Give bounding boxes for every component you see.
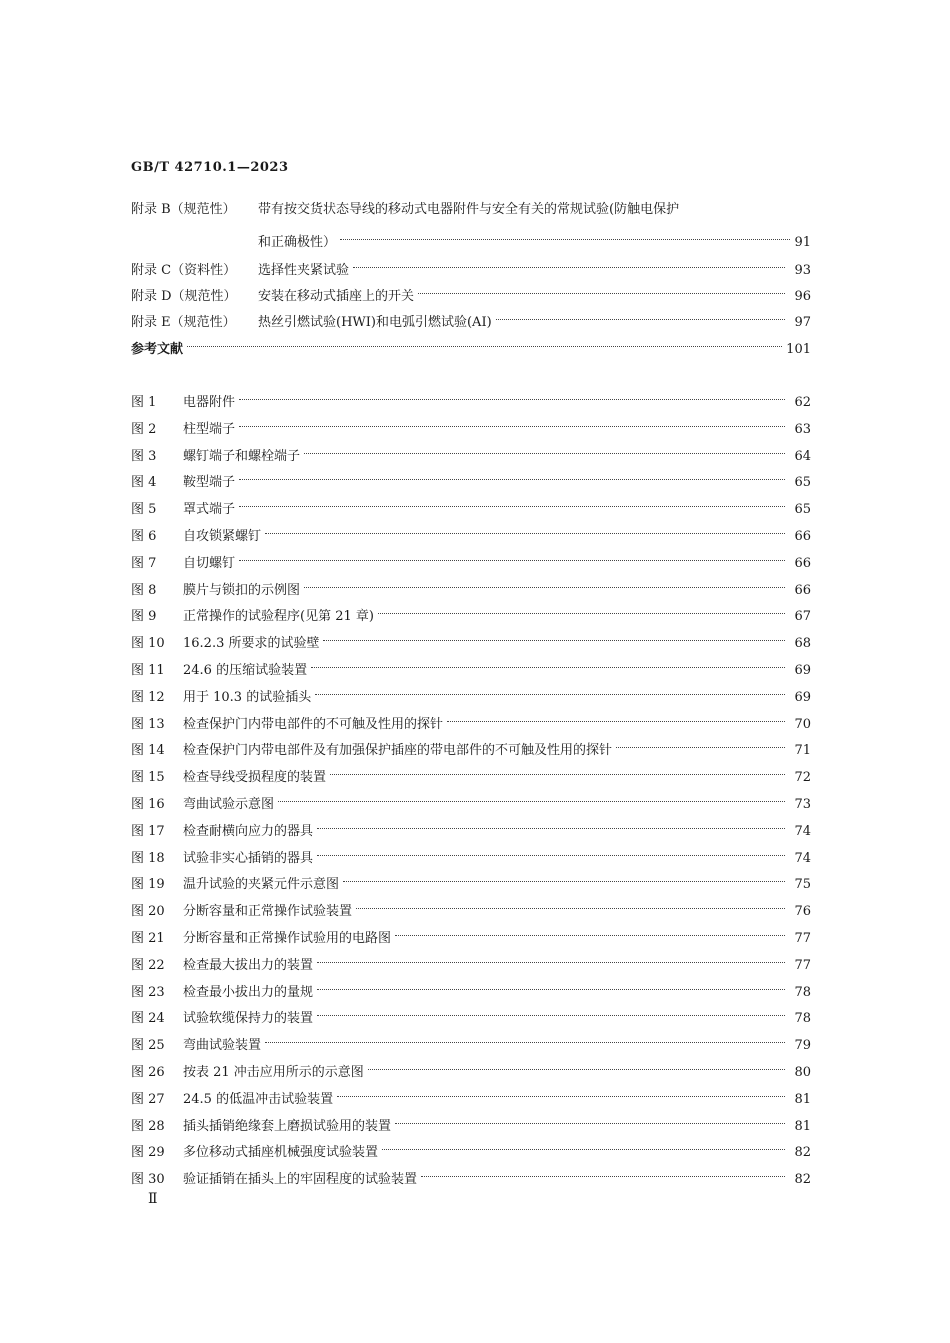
toc-entry-title: 检查最小拔出力的量规: [183, 985, 314, 1000]
toc-entry-page: 74: [794, 851, 811, 866]
toc-entry-page: 74: [794, 824, 811, 839]
leader-dots: [315, 681, 785, 701]
toc-entry-page: 62: [794, 395, 811, 410]
toc-entry-figure[interactable]: [131, 1056, 811, 1080]
toc-entry-title: 电器附件: [183, 395, 236, 410]
toc-entry-page: 70: [794, 717, 811, 732]
toc-entry-label: 图 12: [131, 690, 165, 705]
page-number: Ⅱ: [148, 1191, 158, 1207]
toc-entry-page: 67: [794, 609, 811, 624]
toc-entry-figure[interactable]: [131, 1029, 811, 1053]
toc-entry-label: 参考文献: [131, 342, 184, 357]
standard-code: GB/T 42710.1—2023: [131, 160, 289, 175]
toc-entry-continuation[interactable]: [258, 226, 811, 250]
toc-entry-title: 自切螺钉: [183, 556, 236, 571]
toc-entry-label: 附录 D（规范性）: [131, 289, 237, 304]
toc-entry-title: 16.2.3 所要求的试验壁: [183, 636, 320, 651]
toc-entry-figure[interactable]: [131, 1110, 811, 1134]
toc-entry-annex[interactable]: [131, 254, 811, 278]
toc-entry-figure[interactable]: [131, 842, 811, 866]
toc-entry-figure[interactable]: [131, 895, 811, 919]
toc-entry-label: 图 10: [131, 636, 165, 651]
toc-entry-label: 图 5: [131, 502, 157, 517]
toc-entry-page: 73: [794, 797, 811, 812]
leader-dots: [311, 654, 785, 674]
toc-entry-page: 97: [794, 315, 811, 330]
toc-entry-title: 安装在移动式插座上的开关: [258, 289, 415, 304]
toc-entry-figure[interactable]: [131, 440, 811, 464]
toc-entry-label: 图 17: [131, 824, 165, 839]
toc-entry-title: 检查导线受损程度的装置: [183, 770, 327, 785]
leader-dots: [317, 949, 785, 969]
toc-entry-label: 图 29: [131, 1145, 165, 1160]
leader-dots: [317, 815, 785, 835]
toc-entry-title: 24.5 的低温冲击试验装置: [183, 1092, 334, 1107]
toc-entry-figure[interactable]: [131, 681, 811, 705]
toc-entry-title: 鞍型端子: [183, 475, 236, 490]
toc-entry-page: 69: [794, 690, 811, 705]
toc-entry-label: 图 2: [131, 422, 157, 437]
leader-dots: [304, 440, 785, 460]
toc-entry-label: 图 27: [131, 1092, 165, 1107]
toc-entry-figure[interactable]: [131, 761, 811, 785]
toc-entry-label: 图 9: [131, 609, 157, 624]
toc-entry-figure[interactable]: [131, 466, 811, 490]
toc-entry-label: 图 19: [131, 877, 165, 892]
leader-dots: [418, 280, 785, 300]
toc-entry-label: 图 24: [131, 1011, 165, 1026]
toc-entry-page: 91: [794, 235, 811, 250]
toc-entry-page: 78: [794, 1011, 811, 1026]
toc-entry-title: 膜片与锁扣的示例图: [183, 583, 301, 598]
toc-entry-page: 65: [794, 502, 811, 517]
toc-entry-label: 图 14: [131, 743, 165, 758]
toc-entry-page: 77: [794, 931, 811, 946]
toc-entry-page: 82: [794, 1145, 811, 1160]
toc-entry-title: 24.6 的压缩试验装置: [183, 663, 308, 678]
toc-entry-title: 插头插销绝缘套上磨损试验用的装置: [183, 1119, 392, 1134]
toc-entry-title: 分断容量和正常操作试验用的电路图: [183, 931, 392, 946]
toc-entry-page: 68: [794, 636, 811, 651]
toc-entry-title: 多位移动式插座机械强度试验装置: [183, 1145, 379, 1160]
toc-entry-label: 图 16: [131, 797, 165, 812]
toc-entry-figure[interactable]: [131, 547, 811, 571]
leader-dots: [265, 1029, 785, 1049]
toc-entry-figure[interactable]: [131, 1163, 811, 1187]
toc-entry-page: 76: [794, 904, 811, 919]
toc-entry-page: 81: [794, 1092, 811, 1107]
toc-entry-title: 按表 21 冲击应用所示的示意图: [183, 1065, 364, 1080]
toc-entry-page: 65: [794, 475, 811, 490]
leader-dots: [317, 1002, 785, 1022]
toc-entry-label: 图 30: [131, 1172, 165, 1187]
toc-entry-title: 罩式端子: [183, 502, 236, 517]
toc-entry-bibliography[interactable]: [131, 333, 811, 357]
toc-entry-figure[interactable]: [131, 493, 811, 517]
leader-dots: [356, 895, 785, 915]
toc-entry-label: 图 4: [131, 475, 157, 490]
toc-entry-label: 图 13: [131, 717, 165, 732]
toc-entry-title: 检查耐横向应力的器具: [183, 824, 314, 839]
leader-dots: [239, 493, 785, 513]
toc-entry-title: 验证插销在插头上的牢固程度的试验装置: [183, 1172, 418, 1187]
toc-entry-figure[interactable]: [131, 520, 811, 544]
toc-entry-page: 63: [794, 422, 811, 437]
toc-entry-page: 77: [794, 958, 811, 973]
toc-entry-label: 图 22: [131, 958, 165, 973]
toc-entry-page: 93: [794, 263, 811, 278]
leader-dots: [353, 254, 785, 274]
toc-entry-label: 图 15: [131, 770, 165, 785]
toc-entry-title: 分断容量和正常操作试验装置: [183, 904, 353, 919]
toc-entry-figure[interactable]: [131, 868, 811, 892]
toc-entry-figure[interactable]: [131, 922, 811, 946]
leader-dots: [265, 520, 785, 540]
toc-entry-figure[interactable]: [131, 627, 811, 651]
toc-entry-page: 78: [794, 985, 811, 1000]
toc-entry-title: 弯曲试验装置: [183, 1038, 262, 1053]
toc-entry-title: 检查保护门内带电部件及有加强保护插座的带电部件的不可触及性用的探针: [183, 743, 613, 758]
toc-entry-figure[interactable]: [131, 386, 811, 410]
toc-entry-title: 选择性夹紧试验: [258, 263, 350, 278]
toc-entry-figure[interactable]: [131, 734, 811, 758]
leader-dots: [616, 734, 785, 754]
toc-entry-label: 图 3: [131, 449, 157, 464]
leader-dots: [187, 333, 782, 353]
leader-dots: [239, 466, 785, 486]
toc-entry-figure[interactable]: [131, 413, 811, 437]
toc-entry-title: 试验软缆保持力的装置: [183, 1011, 314, 1026]
leader-dots: [395, 1110, 785, 1130]
toc-entry-page: 66: [794, 529, 811, 544]
leader-dots: [447, 708, 785, 728]
toc-entry-page: 96: [794, 289, 811, 304]
toc-entry-label: 图 1: [131, 395, 157, 410]
toc-entry-title: 用于 10.3 的试验插头: [183, 690, 312, 705]
toc-entry-title: 检查最大拔出力的装置: [183, 958, 314, 973]
toc-entry-page: 81: [794, 1119, 811, 1134]
toc-entry-label: 图 21: [131, 931, 165, 946]
toc-entry-label: 图 11: [131, 663, 165, 678]
toc-entry-title: 热丝引燃试验(HWI)和电弧引燃试验(AI): [258, 315, 492, 330]
toc-entry-page: 66: [794, 583, 811, 598]
leader-dots: [421, 1163, 785, 1183]
toc-entry-label: 图 8: [131, 583, 157, 598]
toc-entry-title: 检查保护门内带电部件的不可触及性用的探针: [183, 717, 444, 732]
toc-entry-title: 试验非实心插销的器具: [183, 851, 314, 866]
toc-entry-figure[interactable]: [131, 1136, 811, 1160]
toc-entry-label: 图 23: [131, 985, 165, 1000]
toc-entry-page: 79: [794, 1038, 811, 1053]
toc-entry-figure[interactable]: [131, 600, 811, 624]
toc-entry-label: 图 6: [131, 529, 157, 544]
leader-dots: [496, 306, 785, 326]
leader-dots: [317, 842, 785, 862]
toc-entry-page: 66: [794, 556, 811, 571]
toc-entry-figure[interactable]: [131, 708, 811, 732]
toc-entry-annex[interactable]: [131, 306, 811, 330]
toc-entry-figure[interactable]: [131, 1083, 811, 1107]
toc-entry-label: 图 20: [131, 904, 165, 919]
toc-entry-label: 图 26: [131, 1065, 165, 1080]
toc-entry-figure[interactable]: [131, 1002, 811, 1026]
toc-entry-title: 弯曲试验示意图: [183, 797, 275, 812]
toc-entry-title: 柱型端子: [183, 422, 236, 437]
toc-entry-figure[interactable]: [131, 788, 811, 812]
leader-dots: [323, 627, 785, 647]
leader-dots: [395, 922, 785, 942]
toc-entry-annex[interactable]: [131, 200, 811, 220]
leader-dots: [317, 976, 785, 996]
toc-entry-label: 图 18: [131, 851, 165, 866]
leader-dots: [382, 1136, 785, 1156]
toc-entry-label: 图 28: [131, 1119, 165, 1134]
leader-dots: [337, 1083, 785, 1103]
leader-dots: [239, 547, 785, 567]
toc-entry-title: 正常操作的试验程序(见第 21 章): [183, 609, 374, 624]
leader-dots: [278, 788, 785, 808]
toc-entry-page: 101: [786, 342, 811, 357]
toc-entry-page: 72: [794, 770, 811, 785]
toc-entry-label: 附录 B（规范性）: [131, 202, 236, 217]
toc-entry-label: 图 7: [131, 556, 157, 571]
leader-dots: [330, 761, 785, 781]
toc-entry-page: 71: [794, 743, 811, 758]
leader-dots: [343, 868, 785, 888]
toc-entry-page: 75: [794, 877, 811, 892]
toc-entry-title-continuation: 和正确极性）: [258, 235, 337, 250]
toc-entry-figure[interactable]: [131, 815, 811, 839]
toc-entry-label: 附录 C（资料性）: [131, 263, 237, 278]
toc-entry-label: 图 25: [131, 1038, 165, 1053]
toc-entry-title: 螺钉端子和螺栓端子: [183, 449, 301, 464]
leader-dots: [304, 574, 785, 594]
leader-dots: [368, 1056, 785, 1076]
toc-entry-title: 温升试验的夹紧元件示意图: [183, 877, 340, 892]
toc-entry-figure[interactable]: [131, 574, 811, 598]
toc-entry-figure[interactable]: [131, 976, 811, 1000]
toc-entry-title: 自攻锁紧螺钉: [183, 529, 262, 544]
toc-entry-page: 82: [794, 1172, 811, 1187]
leader-dots: [239, 413, 785, 433]
toc-entry-figure[interactable]: [131, 654, 811, 678]
toc-entry-label: 附录 E（规范性）: [131, 315, 236, 330]
leader-dots: [340, 226, 790, 246]
leader-dots: [239, 386, 785, 406]
toc-entry-page: 69: [794, 663, 811, 678]
toc-entry-figure[interactable]: [131, 949, 811, 973]
toc-entry-annex[interactable]: [131, 280, 811, 304]
leader-dots: [378, 600, 785, 620]
toc-entry-page: 64: [794, 449, 811, 464]
toc-entry-page: 80: [794, 1065, 811, 1080]
toc-entry-title: 带有按交货状态导线的移动式电器附件与安全有关的常规试验(防触电保护: [258, 202, 680, 217]
